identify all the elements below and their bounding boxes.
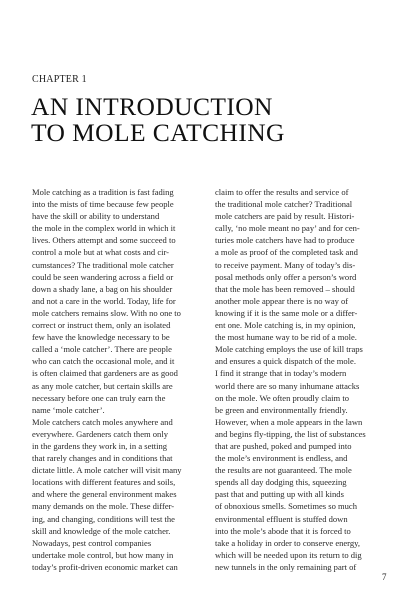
text-line: locations with different features and soils,: [32, 477, 176, 488]
text-line: to receive payment. Many of today’s dis-: [215, 259, 356, 270]
text-line: which will be needed upon its return to dig: [215, 549, 362, 560]
text-line: and begins fly-tipping, the list of substances: [215, 428, 366, 439]
text-line: cumstances? The traditional mole catcher: [32, 259, 174, 270]
text-line: mole catchers are paid by result. Histori-: [215, 211, 355, 222]
text-line: that the mole has been removed – should: [215, 283, 355, 294]
text-line: skill and knowledge of the mole catcher.: [32, 525, 171, 536]
text-line: called a ‘mole catcher’. There are people: [32, 344, 172, 355]
text-line: undertake mole control, but how many in: [32, 549, 174, 560]
text-line: the traditional mole catcher? Traditional: [215, 199, 353, 210]
text-line: control a mole but at what costs and cir-: [32, 247, 170, 258]
chapter-title-line: TO MOLE CATCHING: [31, 118, 285, 147]
text-line: posal methods only offer a person’s word: [215, 271, 357, 282]
text-line: I find it strange that in today’s modern: [215, 368, 347, 379]
chapter-title: [31, 94, 391, 146]
text-line: lives. Others attempt and some succeed to: [32, 235, 176, 246]
text-line: everywhere. Gardeners catch them only: [32, 428, 168, 439]
text-line: knowing if it is the same mole or a differ-: [215, 307, 358, 318]
text-line: ing, and changing, conditions will test the: [32, 513, 175, 524]
text-line: as any mole catcher, but certain skills are: [32, 380, 173, 391]
text-line: claim to offer the results and service of: [215, 187, 349, 197]
text-line: is often claimed that gardeners are as good: [32, 368, 178, 379]
text-line: of obnoxious smells. Sometimes so much: [215, 501, 357, 512]
text-line: name ‘mole catcher’.: [32, 404, 105, 415]
text-line: turies mole catchers have had to produce: [215, 235, 355, 246]
text-line: ent one. Mole catching is, in my opinion,: [215, 320, 356, 331]
text-line: necessary before one can truly earn the: [32, 392, 166, 403]
text-line: Mole catching employs the use of kill traps: [215, 344, 363, 355]
text-line: could be seen wandering across a field or: [32, 271, 174, 282]
text-line: and where the general environment makes: [32, 489, 177, 500]
body-column-right: [215, 186, 391, 573]
text-line: who can catch the occasional mole, and it: [32, 356, 175, 367]
text-line: the mole’s environment is endless, and: [215, 453, 348, 464]
chapter-title-line: AN INTRODUCTION: [31, 92, 273, 121]
text-line: have the skill or ability to understand: [32, 211, 160, 222]
text-line: the mole in the complex world in which it: [32, 223, 176, 234]
text-line: However, when a mole appears in the lawn: [215, 416, 363, 427]
text-line: in the gardens they work in, in a setting: [32, 440, 168, 451]
text-line: that rarely changes and in conditions that: [32, 453, 173, 464]
text-line: Mole catchers catch moles anywhere and: [32, 416, 173, 427]
text-line: that are pushed, poked and pumped into: [215, 440, 352, 451]
text-line: cally, ‘no mole meant no pay’ and for cen-: [215, 223, 360, 234]
text-line: down a shady lane, a bag on his shoulder: [32, 283, 173, 294]
text-line: mole catchers remains slow. With no one to: [32, 307, 181, 318]
page-number: 7: [382, 572, 387, 582]
text-line: today’s profit-driven economic market can: [32, 561, 178, 572]
body-column-left: [32, 186, 208, 573]
text-line: and ensures a quick dispatch of the mole.: [215, 356, 356, 367]
text-line: a mole as proof of the completed task and: [215, 247, 358, 258]
text-line: new tunnels in the only remaining part of: [215, 561, 357, 572]
text-line: world there are so many inhumane attacks: [215, 380, 360, 391]
text-line: into the mists of time because few people: [32, 199, 174, 210]
text-line: past that and putting up with all kinds: [215, 489, 344, 500]
text-line: into the mole’s abode that it is forced to: [215, 525, 351, 536]
text-line: many demands on the mole. These differ-: [32, 501, 175, 512]
text-line: correct or instruct them, only an isolated: [32, 320, 171, 331]
chapter-label: CHAPTER 1: [32, 74, 87, 85]
text-line: spends all day dodging this, squeezing: [215, 477, 347, 488]
text-line: on the mole. We often proudly claim to: [215, 392, 349, 403]
text-line: few have the knowledge necessary to be: [32, 332, 170, 343]
text-line: dictate little. A mole catcher will visit many: [32, 465, 182, 476]
text-line: Mole catching as a tradition is fast fading: [32, 187, 174, 197]
text-line: be green and environmentally friendly.: [215, 404, 348, 415]
text-line: the results are not guaranteed. The mole: [215, 465, 352, 476]
text-line: take a holiday in order to conserve energy,: [215, 537, 361, 548]
text-line: the most humane way to be rid of a mole.: [215, 332, 357, 343]
text-line: another mole appear there is no way of: [215, 295, 349, 306]
text-line: environmental effluent is stuffed down: [215, 513, 348, 524]
text-line: Nowadays, pest control companies: [32, 537, 152, 548]
text-line: and not a care in the world. Today, life for: [32, 295, 176, 306]
